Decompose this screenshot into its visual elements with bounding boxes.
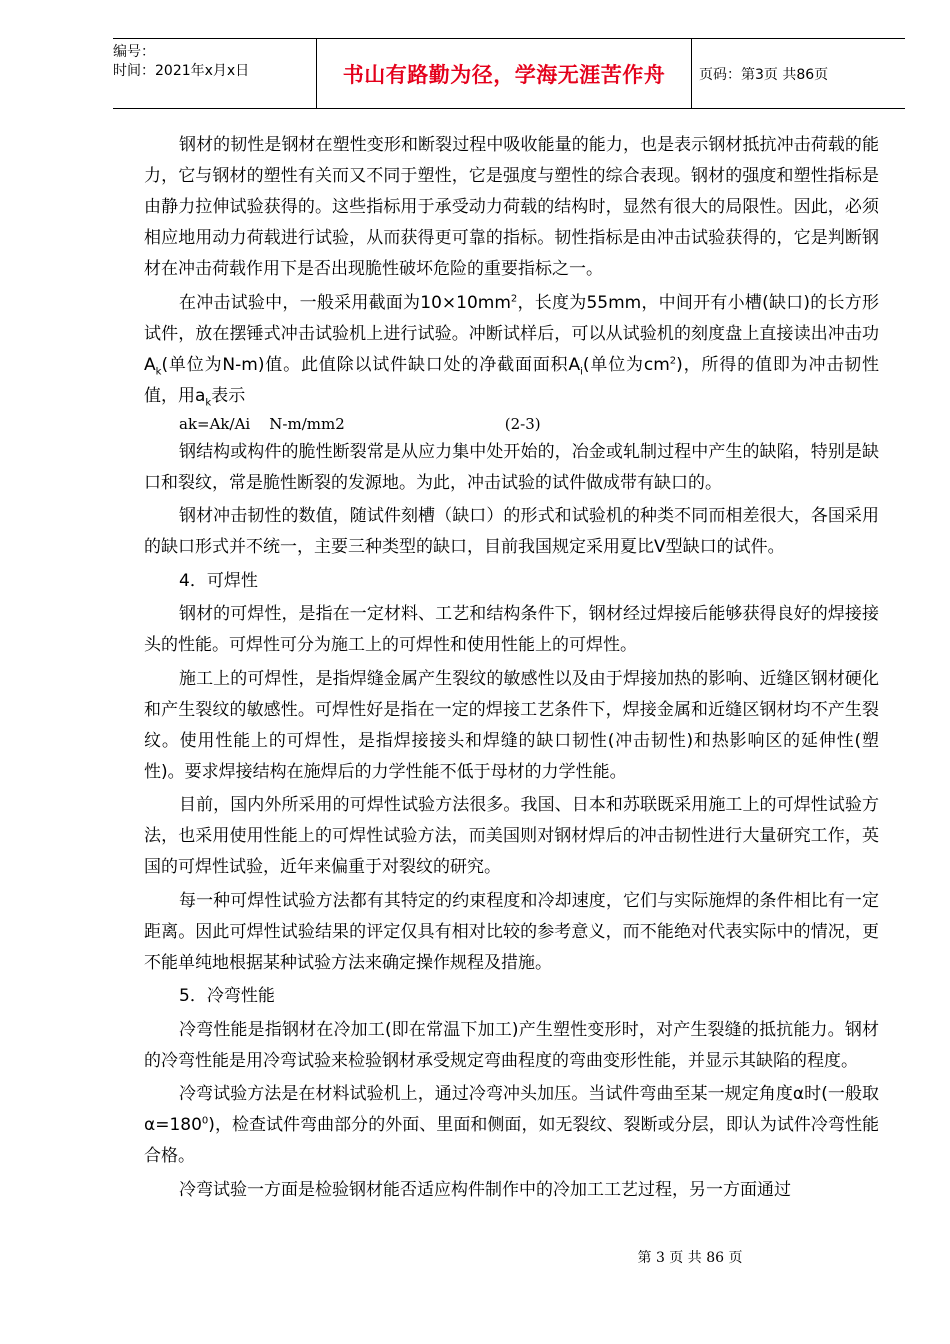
formula-impact-toughness: [144, 412, 879, 437]
paragraph-weldability-def: 钢材的可焊性，是指在一定材料、工艺和结构条件下，钢材经过焊接后能够获得良好的焊接接头的性能。可焊性可分为施工上的可焊性和使用性能上的可焊性。: [144, 604, 879, 655]
paragraph-construction-weldability: 施工上的可焊性，是指焊缝金属产生裂纹的敏感性以及由于焊接加热的影响、近缝区钢材硬化和产生裂纹的敏感性。可焊性好是指在一定的焊接工艺条件下，焊接金属和近缝区钢材均不产生裂纹。使用性能上的可焊性，是指焊接接头和焊缝的缺口韧性(冲击韧性)和热影响区的延伸性(塑性)。要求焊接结构在施焊后的力学性能不低于母材的力学性能。: [144, 668, 879, 782]
paragraph-toughness: 钢材的韧性是钢材在塑性变形和断裂过程中吸收能量的能力，也是表示钢材抵抗冲击荷载的能力，它与钢材的塑性有关而又不同于塑性，它是强度与塑性的综合表现。钢材的强度和塑性指标是由静力拉伸试验获得的。这些指标用于承受动力荷载的结构时，显然有很大的局限性。因此，必须相应地用动力荷载进行试验，从而获得更可靠的指标。韧性指标是由冲击试验获得的，它是判断钢材在冲击荷载作用下是否出现脆性破坏危险的重要指标之一。: [144, 135, 879, 279]
document-body: [144, 130, 879, 1208]
footer-page-number: 第 3 页 共 86 页: [637, 1250, 743, 1266]
header-page-number: 页码：第3页 共86页: [699, 66, 829, 83]
paragraph-brittle-fracture: 钢结构或构件的脆性断裂常是从应力集中处开始的，冶金或轧制过程中产生的缺陷，特别是缺口和裂纹，常是脆性断裂的发源地。为此，冲击试验的试件做成带有缺口的。: [144, 441, 879, 493]
formula-number: (2-3): [504, 414, 541, 433]
paragraph-cold-bend-method: 冷弯试验方法是在材料试验机上，通过冷弯冲头加压。当试件弯曲至某一规定角度α时(一般取$\alpha=180^0$)，检查试件弯曲部分的外面、里面和侧面，如无裂纹、裂断或分层，即认为试件冷弯性能合格。: [144, 1084, 879, 1166]
paragraph-cold-bend-purpose: 冷弯试验一方面是检验钢材能否适应构件制作中的冷加工工艺过程，另一方面通过: [179, 1179, 791, 1200]
header-meta: [113, 39, 316, 112]
page-footer: [0, 1247, 950, 1267]
paragraph-test-limitations: 每一种可焊性试验方法都有其特定的约束程度和冷却速度，它们与实际施焊的条件相比有一定距离。因此可焊性试验结果的评定仅具有相对比较的参考意义，而不能绝对代表实际中的情况，更不能单纯地根据某种试验方法来确定操作规程及措施。: [144, 890, 879, 973]
formula-text: ak=Ak/Ai N-m/mm2: [179, 414, 345, 433]
header-motto: 书山有路勤为径，学海无涯苦作舟: [316, 39, 692, 108]
page-header: [113, 38, 905, 109]
serial-number-label: 编号：: [113, 44, 155, 60]
section-heading-weldability: 4．可焊性: [179, 570, 258, 591]
section-heading-cold-bend: 5．冷弯性能: [179, 986, 275, 1006]
date-label: 时间：2021年x月x日: [113, 63, 250, 79]
paragraph-cold-bend-def: 冷弯性能是指钢材在冷加工(即在常温下加工)产生塑性变形时，对产生裂缝的抵抗能力。钢材的冷弯性能是用冷弯试验来检验钢材承受规定弯曲程度的弯曲变形性能，并显示其缺陷的程度。: [144, 1019, 879, 1071]
paragraph-impact-test: 在冲击试验中，一般采用截面为$10\times 10mm^2$，长度为55mm，中间开有小槽(缺口)的长方形试件，放在摆锤式冲击试验机上进行试验。冲断试样后，可以从试验机的刻度盘上直接读出冲击功$A_k$(单位为N-m)值。此值除以试件缺口处的净截面面积$A_i$(单位为$cm^2$)，所得的值即为冲击韧性值，用$a_k$表示: [144, 292, 879, 408]
paragraph-notch-types: 钢材冲击韧性的数值，随试件刻槽（缺口）的形式和试验机的种类不同而相差很大，各国采用的缺口形式并不统一，主要三种类型的缺口，目前我国规定采用夏比V型缺口的试件。: [144, 506, 879, 557]
paragraph-weldability-tests: 目前，国内外所采用的可焊性试验方法很多。我国、日本和苏联既采用施工上的可焊性试验方法，也采用使用性能上的可焊性试验方法，而美国则对钢材焊后的冲击韧性进行大量研究工作，英国的可焊性试验，近年来偏重于对裂纹的研究。: [144, 795, 879, 877]
